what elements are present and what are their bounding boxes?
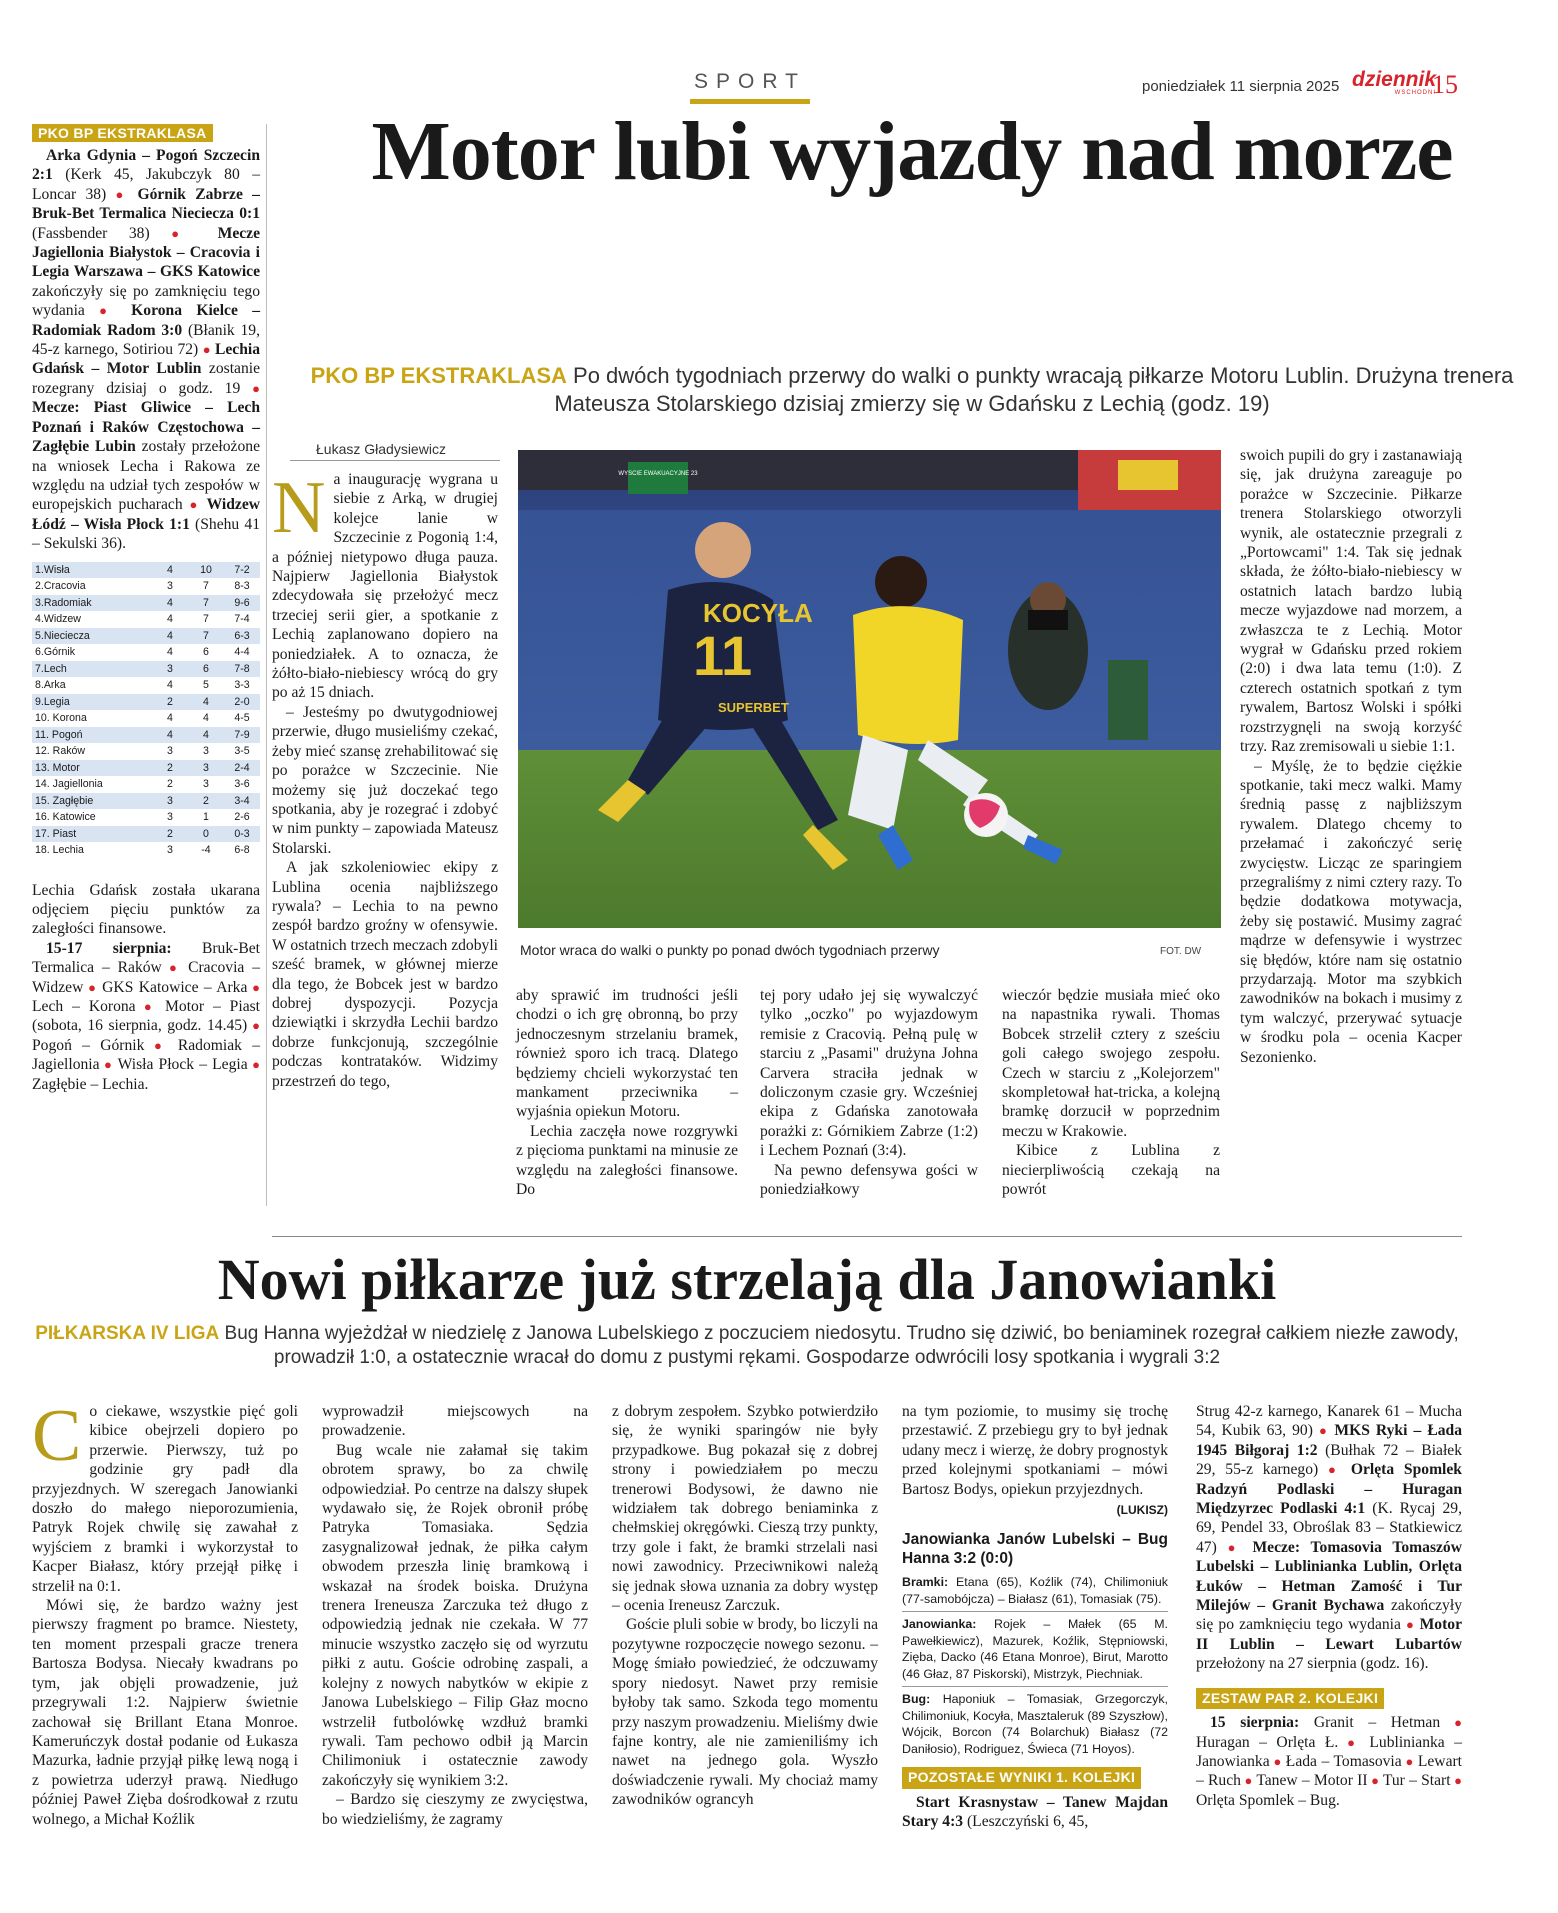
stat-cell: 7 (203, 580, 209, 593)
team-cell: 6.Górnik (35, 646, 76, 659)
goals-box: Bramki: Etana (65), Koźlik (74), Chilimoniuk (77-samobójcza) – Białasz (61), Tomasiak (75). (902, 1574, 1168, 1612)
match-title: Janowianka Janów Lubelski – Bug Hanna 3:2 (0:0) (902, 1531, 1168, 1568)
team-cell: 10. Korona (35, 712, 87, 725)
issue-date: poniedziałek 11 sierpnia 2025 (1142, 78, 1340, 95)
team-cell: 18. Lechia (35, 844, 84, 857)
stat-cell: 9-6 (234, 596, 250, 609)
list-item: GKS Katowice – Arka (102, 978, 248, 996)
article1-col1: Na inaugurację wygrana u siebie z Arką, w drugiej kolejce lanie w Szczecinie z Pogonią 1:4, a później nietypowo długa pauza. Najpierw Jagiellonia Białystok zdecydowała się przełożyć mecz trzeciej serii gier, a spotkanie z Lechią zaplanowano dopiero na poniedziałek. A to oznacza, że żółto-biało-niebiescy wrócą do gry po aż 15 dniach. – Jesteśmy po dwutygodniowej przerwie, długo musieliśmy czekać, żeby mieć szansę zrehabilitować się po porażce w Szczecinie. Nie możemy się już doczekać tego spotkania, aby je rozegrać i zdobyć w nim punkty – zapowiada Mateusz Stolarski. A jak szkoleniowiec ekipy z Lublina ocenia najbliższego rywala? – Lechia to na pewno zespół bardzo groźny w ofensywie. W ostatnich trzech meczach zdobyli sześć bramek, w głównej mierze dla tego, że Bobcek jest w bardzo dobrej dyspozycji. Pozycja dziewiątki i skrzydła Lechii bardzo dobrze funkcjonują, szczególnie podczas kontrataków. Widzimy przestrzeń do tego, (272, 467, 498, 1090)
stat-cell: 3 (167, 662, 173, 675)
bullet-icon: ● (171, 225, 218, 241)
bullet-icon: ● (1338, 1734, 1370, 1750)
stat-cell: 2 (167, 827, 173, 840)
stat-cell: 2 (167, 778, 173, 791)
list-item: Radomiak – Jagiellonia (32, 1036, 261, 1074)
page-number: 15 (1432, 70, 1458, 99)
table-row (32, 760, 260, 777)
article2-col3: z dobrym zespołem. Szybko potwierdziło się, że wyniki sparingów nie były przypadkowe. Bug pokazał się z dobrej strony i powiedziałem po meczu trenerowi Bodysowi, że dawno nie widziałem tak dobrego beniaminka z chełmskiej okręgówki. Cieszą trzy punkty, trzy gole i fakt, że bramki strzelali nasi nowi zawodnicy. Przeciwnikowi należą się jednak słowa uznania za dobry występ – ocenia Ireneusz Zarczuk. Goście pluli sobie w brody, bo liczyli na pozytywne rozpoczęcie nowego sezonu. – Mogę śmiało powiedzieć, że odczuwamy spory niedosyt. Nawet przy remisie byłoby tak samo. Szkoda tego momentu przy naszym prowadzeniu. Mieliśmy dwie fajne kontry, ale nie zamieniliśmy ich nawet na jednego gola. Wyszło doświadczenie rywali. My chociaż mamy zawodników ograncyh (612, 1403, 878, 1809)
bullet-icon: ● (144, 1037, 178, 1053)
article1-col3: tej pory udało jej się wywalczyć tylko „oczko" po wyjazdowym remisie z Cracovią. Pełną pulę w starciu z „Pasami" drużyna Johna Carvera straciła jednak w doliczonym czasie gry. Wcześniej ekipa z Gdańska zanotowała porażki z: Górnikiem Zabrze (1:2) i Lechem Poznań (3:4). Na pewno defensywa gości w poniedziałkowy (760, 987, 978, 1199)
result-bold: Motor II Lublin – Lewart Lubartów (1196, 1616, 1462, 1653)
team-cell: 2.Cracovia (35, 580, 86, 593)
table-row (32, 661, 260, 678)
stat-cell: 3-4 (234, 794, 250, 807)
stat-cell: 6 (203, 662, 209, 675)
stat-cell: 4 (167, 563, 173, 576)
stat-cell: 2 (167, 761, 173, 774)
team-cell: 7.Lech (35, 662, 67, 675)
stat-cell: 7-9 (234, 728, 250, 741)
stat-cell: 3 (167, 844, 173, 857)
result-detail: (Błanik 19, 45-z karnego, Sotiriou 72) (32, 321, 260, 359)
results-cont (1196, 1402, 1462, 1674)
bullet-icon: ● (99, 303, 132, 319)
article2-col2: wyprowadził miejscowych na prowadzenie. Bug wcale nie załamał się takim obrotem sprawy, bo za chwilę odpowiedział. Po centrze na dalszy słupek wydawało się, że Rojek obronił próbę Patryka Tomasiaka. Sędzia zasygnalizował jednak, że piłka całym obwodem przeszła linię bramkową i wskazał na środek boiska. Drużyna trenera Ireneusza Zarczuka też długo z odpowiedzią jednak nie czekała. W 77 minucie wszystko zaczęło się od wyrzutu piłki z autu. Goście odrobinę zaspali, a kolejny z nowych nabytków w ekipie z Janowa Lubelskiego – Filip Głaz mocno wstrzelił futbolówkę wzdłuż bramki rywali. Tam pechowo odbił ją Marcin Chilimoniuk i ostatecznie zawody zakończyły się wynikiem 3:2. – Bardzo się cieszymy ze zwycięstwa, bo wiedzieliśmy, że zagramy (322, 1403, 588, 1828)
list-item: Granit – Hetman (1313, 1714, 1441, 1732)
stat-cell: 0 (203, 827, 209, 840)
result-bold: Korona Kielce – Radomiak Radom 3:0 (32, 302, 261, 339)
photo-caption: Motor wraca do walki o punkty po ponad dwóch tygodniach przerwy (520, 942, 940, 958)
bullet-icon: ● (189, 497, 207, 513)
team-cell: 16. Katowice (35, 811, 96, 824)
signature: (LUKISZ) (1116, 1503, 1168, 1518)
stat-cell: 0-3 (234, 827, 250, 840)
league-table (32, 562, 260, 859)
table-row (32, 611, 260, 628)
stat-cell: 4 (203, 695, 209, 708)
bullet-icon: ● (1440, 1715, 1462, 1731)
match-photo-image (518, 450, 1221, 928)
bullet-icon: ● (83, 979, 103, 995)
player-name: KOCYŁA (703, 598, 813, 628)
article1-col5: swoich pupili do gry i zastanawiają się, jak drużyna zareaguje po porażce w Szczecinie. Piłkarze trenera Stolarskiego otworzyli wynik, ale ostatecznie przegrali z „Portowcami" 1:4. Tak się jednak składa, że żółto-biało-niebiescy w ostatnich latach bardzo lubią mecze wyjazdowe nad morzem, a zwłaszcza te z Lechią. Motor wygrał w Gdańsku przed rokiem (2:0) i dwa lata temu (1:0). Z czterech ostatnich spotkań z tym rywalem, Bartosz Wolski i spółki rozstrzygnęli na swoją korzyść trzy. Raz zremisowali u siebie 1:1. – Myślę, że to będzie ciężkie spotkanie, taki mecz walki. Mamy średnią passę z najbliższym rywalem. Dlatego chcemy to przełamać i zakończyć serię zwycięstw. Licząc ze sparingiem przegraliśmy z nimi cztery razy. To będzie dodatkowa motywacja, żeby się postawić. Musimy zagrać mądrze w defensywie i wystrzec się błędów, które nam się ostatnio przydarzają. Motor ma szybkich zawodników na bokach i musimy z tym walczyć, przerywać sytuacje w środku pola – ocenia Kacper Sezonienko. (1240, 447, 1462, 1066)
result-bold: Lechia Gdańsk – Motor Lublin (32, 341, 260, 378)
stat-cell: 3 (203, 761, 209, 774)
bullet-icon: ● (252, 380, 260, 396)
sidebar-divider (266, 124, 267, 1206)
list-item: Motor – Piast (sobota, 16 sierpnia, godz. 14.45) (32, 997, 261, 1035)
table-row (32, 743, 260, 760)
article1-col4: wieczór będzie musiała mieć oko na napastnika rywali. Thomas Bobcek strzelił cztery z sześciu goli całego swojego zespołu. Czech w starciu z „Kolejorzem" skompletował hat-tricka, a kolejną bramkę dorzucił w poprzednim meczu w Krakowie. Kibice z Lublina z niecierpliwością czekają na powrót (1002, 987, 1220, 1199)
section-underline (690, 99, 810, 104)
result-bold: MKS Ryki – Łada 1945 Biłgoraj 1:2 (1196, 1422, 1462, 1459)
bullet-icon: ● (247, 1057, 261, 1073)
table-row (32, 677, 260, 694)
team-cell: 17. Piast (35, 827, 77, 840)
stat-cell: 8-3 (234, 580, 250, 593)
table-row (32, 710, 260, 727)
list-item: Zagłębie – Lechia. (32, 1075, 149, 1093)
table-row (32, 578, 260, 595)
team-cell: 11. Pogoń (35, 728, 83, 741)
stat-cell: 3 (167, 580, 173, 593)
table-row (32, 776, 260, 793)
fixtures (32, 939, 260, 1094)
article1-lead: PKO BP EKSTRAKLASA Po dwóch tygodniach przerwy do walki o punkty wracają piłkarze Motoru Lublin. Drużyna trenera Mateusza Stolarskiego dzisiaj zmierzy się w Gdańsku z Lechią (godz. 19) (310, 363, 1514, 416)
author-rule (290, 460, 500, 461)
section-label: SPORT (694, 70, 806, 93)
team-cell: 8.Arka (35, 679, 66, 692)
team-cell: 3.Radomiak (35, 596, 92, 609)
bullet-icon: ● (1401, 1753, 1418, 1769)
table-row (32, 826, 260, 843)
stat-cell: 2 (167, 695, 173, 708)
result-bold: Mecze: Piast Gliwice – Lech Poznań i Raków Częstochowa – Zagłębie Lubin (32, 399, 260, 456)
team-cell: 5.Nieciecza (35, 629, 90, 642)
result-detail: (Bułhak 72 – Białek 29, 55-z karnego) (1196, 1441, 1463, 1479)
article1-author: Łukasz Gładysiewicz (316, 441, 446, 457)
table-row (32, 694, 260, 711)
list-label: 15 sierpnia: (1210, 1714, 1314, 1732)
stat-cell: 4 (167, 679, 173, 692)
article2-col5 (1196, 1402, 1462, 1810)
pairs (1196, 1713, 1462, 1810)
stat-cell: 7-4 (234, 613, 250, 626)
list-item: Pogoń – Górnik (32, 1036, 145, 1054)
article1-col2: aby sprawić im trudności jeśli chodzi o ich grę obronną, bo przy jednoczesnym strzelaniu bramek, również sporo ich tracą. Dlatego będziemy chcieli wykorzystać ten mankament przeciwnika – wyjaśnia opiekun Motoru. Lechia zaczęła nowe rozgrywki z pięcioma punktami na minusie ze względu na zaległości finansowe. Do (516, 987, 738, 1199)
results-tag: POZOSTAŁE WYNIKI 1. KOLEJKI (902, 1767, 1141, 1788)
list-item: Lublinianka – Janowianka (1196, 1733, 1462, 1770)
result-detail: zostały przełożone na wniosek Lecha i Rakowa ze względu na udział tych zespołów w europejskich pucharach (32, 438, 260, 514)
stat-cell: 4 (167, 629, 173, 642)
result-detail: (K. Rycaj 29, 69, Pendel 33, Obroślak 83 – Statkiewicz 47) (1196, 1500, 1462, 1556)
result-detail: zakończyły się po zamknięciu tego wydania (1196, 1597, 1462, 1634)
team-cell: 4.Widzew (35, 613, 81, 626)
article2-lead: PIŁKARSKA IV LIGA Bug Hanna wyjeżdżał w niedzielę z Janowa Lubelskiego z poczuciem niedosytu. Trudno się dziwić, bo beniaminek rozegrał całkiem niezłe zawody, prowadził 1:0, a ostatecznie wracał do domu z pustymi rękami. Gospodarze odwrócili losy spotkania i wygrali 3:2 (35, 1323, 1459, 1368)
team-cell: 9.Legia (35, 695, 70, 708)
stat-cell: 1 (203, 811, 209, 824)
result-bold: Górnik Zabrze – Bruk-Bet Termalica Nieciecza 0:1 (32, 185, 260, 223)
bullet-icon: ● (1450, 1773, 1462, 1789)
result-detail: przełożony na 27 sierpnia (godz. 16). (1196, 1655, 1429, 1673)
stat-cell: 3 (203, 745, 209, 758)
result-bold: Orlęta Spomlek Radzyń Podlaski – Huragan Międzyrzec Podlaski 4:1 (1196, 1461, 1462, 1518)
stat-cell: 7 (203, 613, 209, 626)
article2-headline: Nowi piłkarze już strzelają dla Janowianki (217, 1247, 1277, 1312)
list-item: Bruk-Bet Termalica – Raków (32, 939, 260, 977)
team-cell: 15. Zagłębie (35, 794, 94, 807)
bullet-icon: ● (135, 998, 166, 1014)
result-detail: (Kerk 45, Jakubczyk 80 –Loncar 38) (32, 166, 260, 203)
results-first (902, 1793, 1168, 1832)
stat-cell: 4 (203, 712, 209, 725)
drop-cap-2: C (32, 1395, 82, 1477)
result-detail: (Leszczyński 6, 45, (963, 1813, 1089, 1831)
result-bold: Arka Gdynia – Pogoń Szczecin 2:1 (32, 147, 260, 184)
player-sponsor: SUPERBET (718, 700, 789, 715)
bullet-icon: ● (202, 342, 215, 358)
table-row (32, 842, 260, 859)
bullet-icon: ● (1240, 1773, 1257, 1789)
table-row (32, 809, 260, 826)
section-divider (272, 1236, 1462, 1237)
stat-cell: 3-6 (234, 778, 250, 791)
result-detail: (Shehu 41 – Sekulski 36). (32, 515, 260, 553)
stat-cell: 6-8 (234, 844, 250, 857)
stat-cell: 7-2 (234, 563, 250, 576)
list-item: Tur – Start (1382, 1772, 1451, 1790)
stat-cell: -4 (201, 844, 211, 857)
bullet-icon: ● (247, 1018, 260, 1034)
table-row (32, 562, 260, 579)
stat-cell: 2 (203, 794, 209, 807)
stat-cell: 3 (167, 811, 173, 824)
list-item: Lech – Korona (32, 997, 136, 1015)
article1-headline: Motor lubi wyjazdy nad morze (371, 105, 1453, 198)
bullet-icon: ● (247, 979, 261, 995)
bullet-icon: ● (1318, 1423, 1335, 1439)
team-cell: 13. Motor (35, 761, 80, 774)
list-item: Łada – Tomasovia (1285, 1752, 1402, 1770)
result-detail: zakończyły się po zamknięciu tego wydania (32, 282, 260, 320)
sidebar-results (32, 146, 260, 554)
bullet-icon: ● (1327, 1462, 1351, 1478)
stat-cell: 3 (203, 778, 209, 791)
result-detail: Strug 42-z karnego, Kanarek 61 – Mucha 54, Kubik 63, 90) (1196, 1403, 1462, 1440)
match-photo (518, 450, 1221, 928)
photo-credit: FOT. DW (1160, 946, 1202, 957)
sidebar-tag: PKO BP EKSTRAKLASA (32, 124, 213, 142)
drop-cap: N (272, 467, 326, 549)
stat-cell: 3-3 (234, 679, 250, 692)
stat-cell: 6 (203, 646, 209, 659)
bullet-icon: ● (1269, 1753, 1286, 1769)
stat-cell: 3 (167, 794, 173, 807)
stat-cell: 4 (203, 728, 209, 741)
stat-cell: 4-5 (234, 712, 250, 725)
bullet-icon: ● (161, 960, 189, 976)
exit-sign: WYSCIE EWAKUACYJNE 23 (618, 471, 698, 477)
penalty-note: Lechia Gdańsk została ukarana odjęciem pięciu punktów za zaległości finansowe. (32, 881, 260, 938)
away-lineup: Bug: Haponiuk – Tomasiak, Grzegorczyk, Chilimoniuk, Kocyła, Masztaleruk (89 Szyszłow), Wójcik, Borcon (74 Bolarchuk) Białasz (72 Daniłosio), Rodriguez, Świeca (71 Hoyos). (902, 1692, 1168, 1756)
article2-col4: na tym poziomie, to musimy się trochę przestawić. Z przebiegu gry to był jednak udany mecz i wierzę, że dobry prognostyk przed kolejnymi spotkaniami – mówi Bartosz Bodys, opiekun przyjezdnych. (LUKISZ) Janowianka Janów Lubelski – Bug Hanna 3:2 (0:0) Bramki: Etana (65), Koźlik (74), Chilimoniuk (77-samobójcza) – Białasz (61), Tomasiak (75). Janowianka: Rojek – Małek (65 M. Pawełkiewicz), Mazurek, Koźlik, Stępniowski, Zięba, Dacko (46 Etana Monroe), Birut, Marotto (46 Głaz, 87 Piskorski), Mistrzyk, Piechniak. Bug: Haponiuk – Tomasiak, Grzegorczyk, Chilimoniuk, Kocyła, Masztaleruk (89 Szyszłow), Wójcik, Borcon (74 Bolarchuk) Białasz (72 Daniłosio), Rodriguez, Świeca (71 Hoyos). POZOSTAŁE WYNIKI 1. KOLEJKI Start Krasnystaw – Tanew Majdan Stary 4:3 (Leszczyński 6, 45, (902, 1403, 1168, 1831)
stat-cell: 4 (167, 712, 173, 725)
list-item: Cracovia – Widzew (32, 959, 261, 996)
team-cell: 1.Wisła (35, 563, 70, 576)
pairs-tag: ZESTAW PAR 2. KOLEJKI (1196, 1688, 1384, 1709)
list-item: Tanew – Motor II (1256, 1772, 1368, 1790)
table-row (32, 793, 260, 810)
result-detail: (Fassbender 38) (32, 224, 172, 242)
sidebar (32, 124, 260, 1094)
stat-cell: 4 (167, 596, 173, 609)
result-bold: Widzew Łódź – Wisła Płock 1:1 (32, 496, 260, 533)
stat-cell: 4 (167, 613, 173, 626)
stat-cell: 5 (203, 679, 209, 692)
table-row (32, 628, 260, 645)
stat-cell: 4 (167, 646, 173, 659)
stat-cell: 2-4 (234, 761, 250, 774)
bullet-icon: ● (1406, 1617, 1420, 1633)
bullet-icon: ● (1227, 1539, 1253, 1555)
bullet-icon: ● (99, 1057, 118, 1073)
list-item: Lewart – Ruch (1196, 1752, 1463, 1790)
list-item: Wisła Płock – Legia (117, 1056, 248, 1074)
home-lineup: Janowianka: Rojek – Małek (65 M. Pawełkiewicz), Mazurek, Koźlik, Stępniowski, Zięba, Dacko (46 Etana Monroe), Birut, Marotto (46 Głaz, 87 Piskorski), Mistrzyk, Piechniak. (902, 1616, 1168, 1687)
stat-cell: 7 (203, 629, 209, 642)
result-detail: zostanie rozegrany dzisiaj o godz. 19 (32, 360, 260, 397)
brand-logo: dziennik WSCHODNI (1352, 68, 1437, 96)
bullet-icon: ● (115, 186, 138, 202)
table-row (32, 727, 260, 744)
team-cell: 12. Raków (35, 745, 86, 758)
result-bold: Mecze Jagiellonia Białystok – Cracovia i Legia Warszawa – GKS Katowice (32, 224, 261, 281)
stat-cell: 10 (200, 563, 212, 576)
list-item: Huragan – Orlęta Ł. (1196, 1733, 1339, 1751)
table-row (32, 595, 260, 612)
stat-cell: 4-4 (234, 646, 250, 659)
sidebar-notes (32, 881, 260, 1094)
bullet-icon: ● (1367, 1773, 1383, 1789)
player-number: 11 (693, 624, 753, 687)
stat-cell: 3-5 (234, 745, 250, 758)
stat-cell: 2-0 (234, 695, 250, 708)
stat-cell: 6-3 (234, 629, 250, 642)
list-item: Orlęta Spomlek – Bug. (1196, 1791, 1340, 1809)
stat-cell: 7 (203, 596, 209, 609)
table-row (32, 644, 260, 661)
list-label: 15-17 sierpnia: (46, 939, 202, 957)
stat-cell: 4 (167, 728, 173, 741)
stat-cell: 2-6 (234, 811, 250, 824)
team-cell: 14. Jagiellonia (35, 778, 103, 791)
stat-cell: 3 (167, 745, 173, 758)
stat-cell: 7-8 (234, 662, 250, 675)
result-bold: Start Krasnystaw – Tanew Majdan Stary 4:3 (902, 1793, 1168, 1831)
article2-col1: Co ciekawe, wszystkie pięć goli kibice obejrzeli dopiero po przerwie. Pierwszy, tuż po godzinie gry padł dla przyjezdnych. W szeregach Janowianki doszło do małego nieporozumienia, Patryk Rojek chwilę się zawahał z wyjściem z bramki i wykorzystał to Kacper Białasz, który przejął piłkę i strzelił na 0:1. Mówi się, że bardzo ważny jest pierwszy fragment po bramce. Niestety, ten moment przespali gracze trenera Bartosza Bodysa. Niecały kwadrans po tym, jak objęli prowadzenie, już przegrywali 1:2. Najpierw świetnie zachował się Brillant Etana Monroe. Kameruńczyk dostał podanie od Łukasza Mazurka, ładnie przyjął piłkę lewą nogą i z powietrza uderzył prawą. Niedługo później Paweł Zięba dośrodkował z rzutu wolnego, a Michał Koźlik (32, 1395, 298, 1828)
result-bold: Mecze: Tomasovia Tomaszów Lubelski – Lublinianka Lublin, Orlęta Łuków – Hetman Zamość i Tur Milejów – Granit Bychawa (1196, 1538, 1462, 1615)
